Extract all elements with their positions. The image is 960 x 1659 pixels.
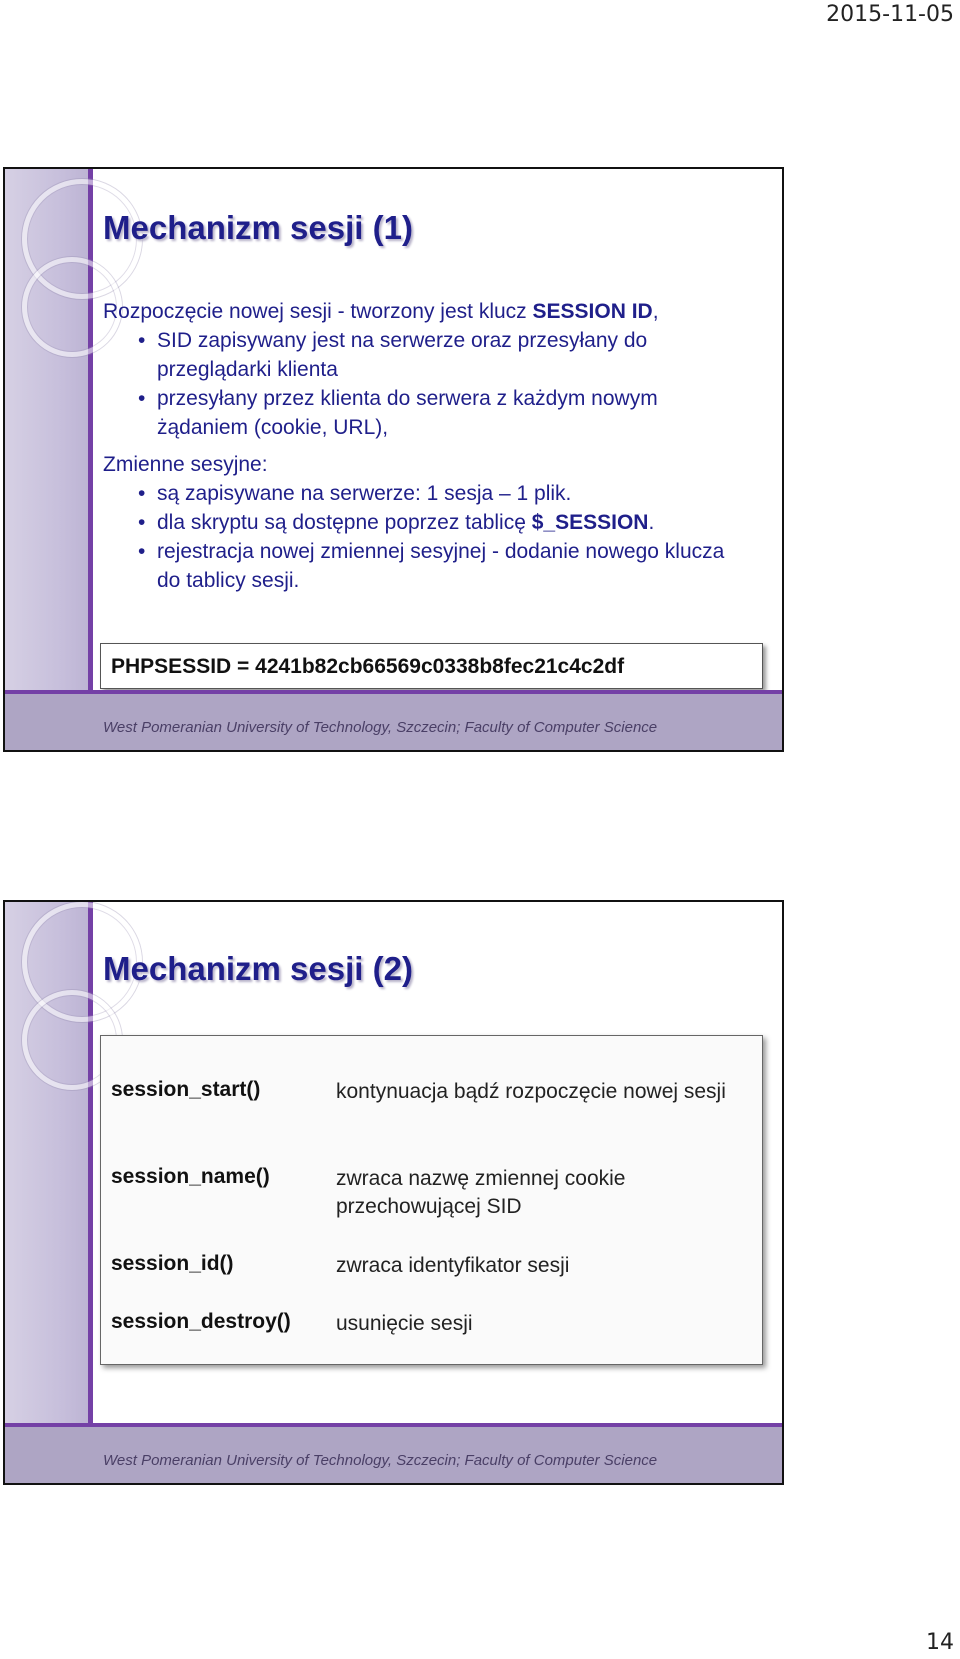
slide-footer: [5, 1423, 782, 1483]
session-variables-heading: Zmienne sesyjne:: [103, 453, 268, 476]
function-name: session_id(): [111, 1252, 234, 1275]
function-name: session_destroy(): [111, 1310, 291, 1333]
intro-punct: ,: [652, 300, 659, 323]
bullet-item: [103, 508, 742, 537]
slide-title: Mechanizm sesji (2): [103, 950, 413, 987]
slide-1: [3, 167, 784, 752]
bullet-item: • SID zapisywany jest na serwerze oraz przesyłany do przeglądarki klienta: [103, 326, 742, 384]
session-variables-bullets: [103, 479, 742, 595]
bullet-text: dla skryptu są dostępne poprzez tablicę: [157, 511, 532, 534]
function-description: zwraca nazwę zmiennej cookie przechowującej SID: [336, 1167, 626, 1218]
sidebar-accent-line: [88, 169, 93, 750]
slide-body: [103, 297, 742, 595]
page-date: 2015-11-05: [826, 2, 954, 27]
function-description: usunięcie sesji: [336, 1312, 473, 1335]
footer-text: West Pomeranian University of Technology, Szczecin; Faculty of Computer Science: [103, 1452, 658, 1469]
session-functions-table: [100, 1035, 763, 1365]
slide-title: Mechanizm sesji (1): [103, 209, 413, 246]
session-array-term: $_SESSION: [531, 511, 649, 534]
function-description: zwraca identyfikator sesji: [336, 1254, 570, 1277]
bullet-item: • przesyłany przez klienta do serwera z każdym nowym żądaniem (cookie, URL),: [103, 384, 742, 442]
slide-sidebar: [5, 902, 88, 1483]
bullet-punct: .: [648, 511, 655, 534]
phpsessid-example-box: [100, 643, 763, 689]
page-number: 14: [926, 1630, 954, 1655]
function-name: session_start(): [111, 1078, 261, 1101]
session-id-term: SESSION ID: [532, 300, 653, 323]
function-name: session_name(): [111, 1165, 270, 1188]
slide-footer: [5, 690, 782, 750]
sidebar-accent-line: [88, 902, 93, 1483]
bullet-item: • rejestracja nowej zmiennej sesyjnej - dodanie nowego klucza do tablicy sesji.: [103, 537, 742, 595]
intro-session-id: [103, 297, 742, 326]
footer-text: West Pomeranian University of Technology, Szczecin; Faculty of Computer Science: [103, 719, 658, 736]
slide-2: [3, 900, 784, 1485]
slide-sidebar: [5, 169, 88, 750]
bullet-item: • są zapisywane na serwerze: 1 sesja – 1 plik.: [103, 479, 742, 508]
session-id-bullets: [103, 326, 742, 442]
function-description: kontynuacja bądź rozpoczęcie nowej sesji: [336, 1080, 726, 1103]
phpsessid-example: PHPSESSID = 4241b82cb66569c0338b8fec21c4c2df: [111, 655, 625, 678]
intro-text: Rozpoczęcie nowej sesji - tworzony jest klucz: [103, 300, 533, 323]
